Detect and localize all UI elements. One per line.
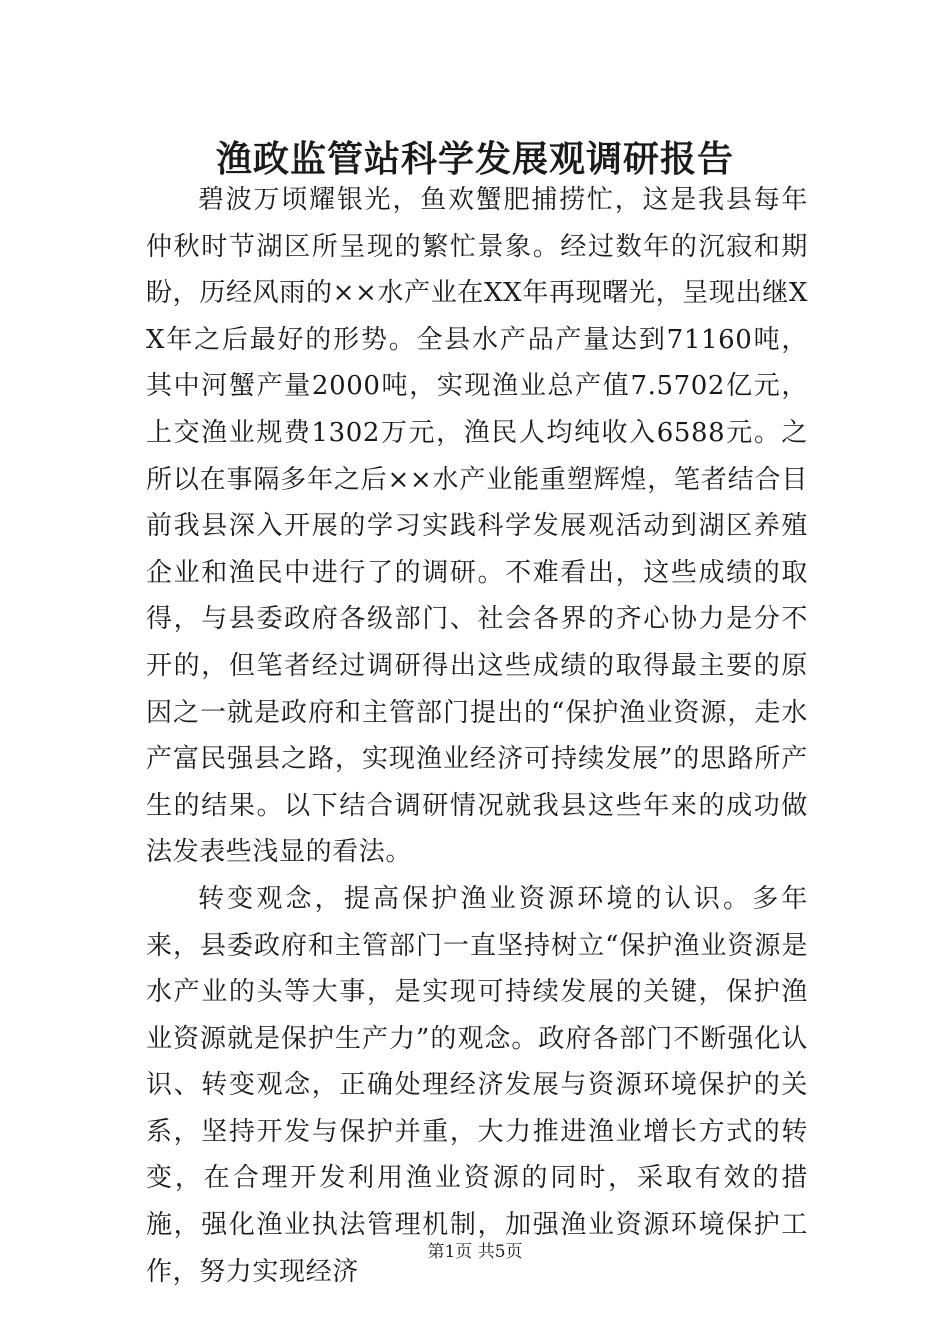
document-title: 渔政监管站科学发展观调研报告 [215,139,734,180]
page-number-footer: 第1页 共5页 [427,1242,523,1262]
document-body [146,177,808,1295]
paragraph-intro: 碧波万顷耀银光，鱼欢蟹肥捕捞忙，这是我县每年仲秋时节湖区所呈现的繁忙景象。经过数年的沉寂和期盼，历经风雨的××水产业在XX年再现曙光，呈现出继XX年之后最好的形势。全县水产品产量达到71160吨，其中河蟹产量2000吨，实现渔业总产值7.5702亿元，上交渔业规费1302万元，渔民人均纯收入6588元。之所以在事隔多年之后××水产业能重塑辉煌，笔者结合目前我县深入开展的学习实践科学发展观活动到湖区养殖企业和渔民中进行了的调研。不难看出，这些成绩的取得，与县委政府各级部门、社会各界的齐心协力是分不开的，但笔者经过调研得出这些成绩的取得最主要的原因之一就是政府和主管部门提出的“保护渔业资源，走水产富民强县之路，实现渔业经济可持续发展”的思路所产生的结果。以下结合调研情况就我县这些年来的成功做法发表些浅显的看法。 [146,185,808,868]
paragraph-change-concepts: 转变观念，提高保护渔业资源环境的认识。多年来，县委政府和主管部门一直坚持树立“保护渔业资源是水产业的头等大事，是实现可持续发展的关键，保护渔业资源就是保护生产力”的观念。政府各部门不断强化认识、转变观念，正确处理经济发展与资源环境保护的关系，坚持开发与保护并重，大力推进渔业增长方式的转变，在合理开发利用渔业资源的同时，采取有效的措施，强化渔业执法管理机制，加强渔业资源环境保护工作，努力实现经济 [146,883,808,1287]
